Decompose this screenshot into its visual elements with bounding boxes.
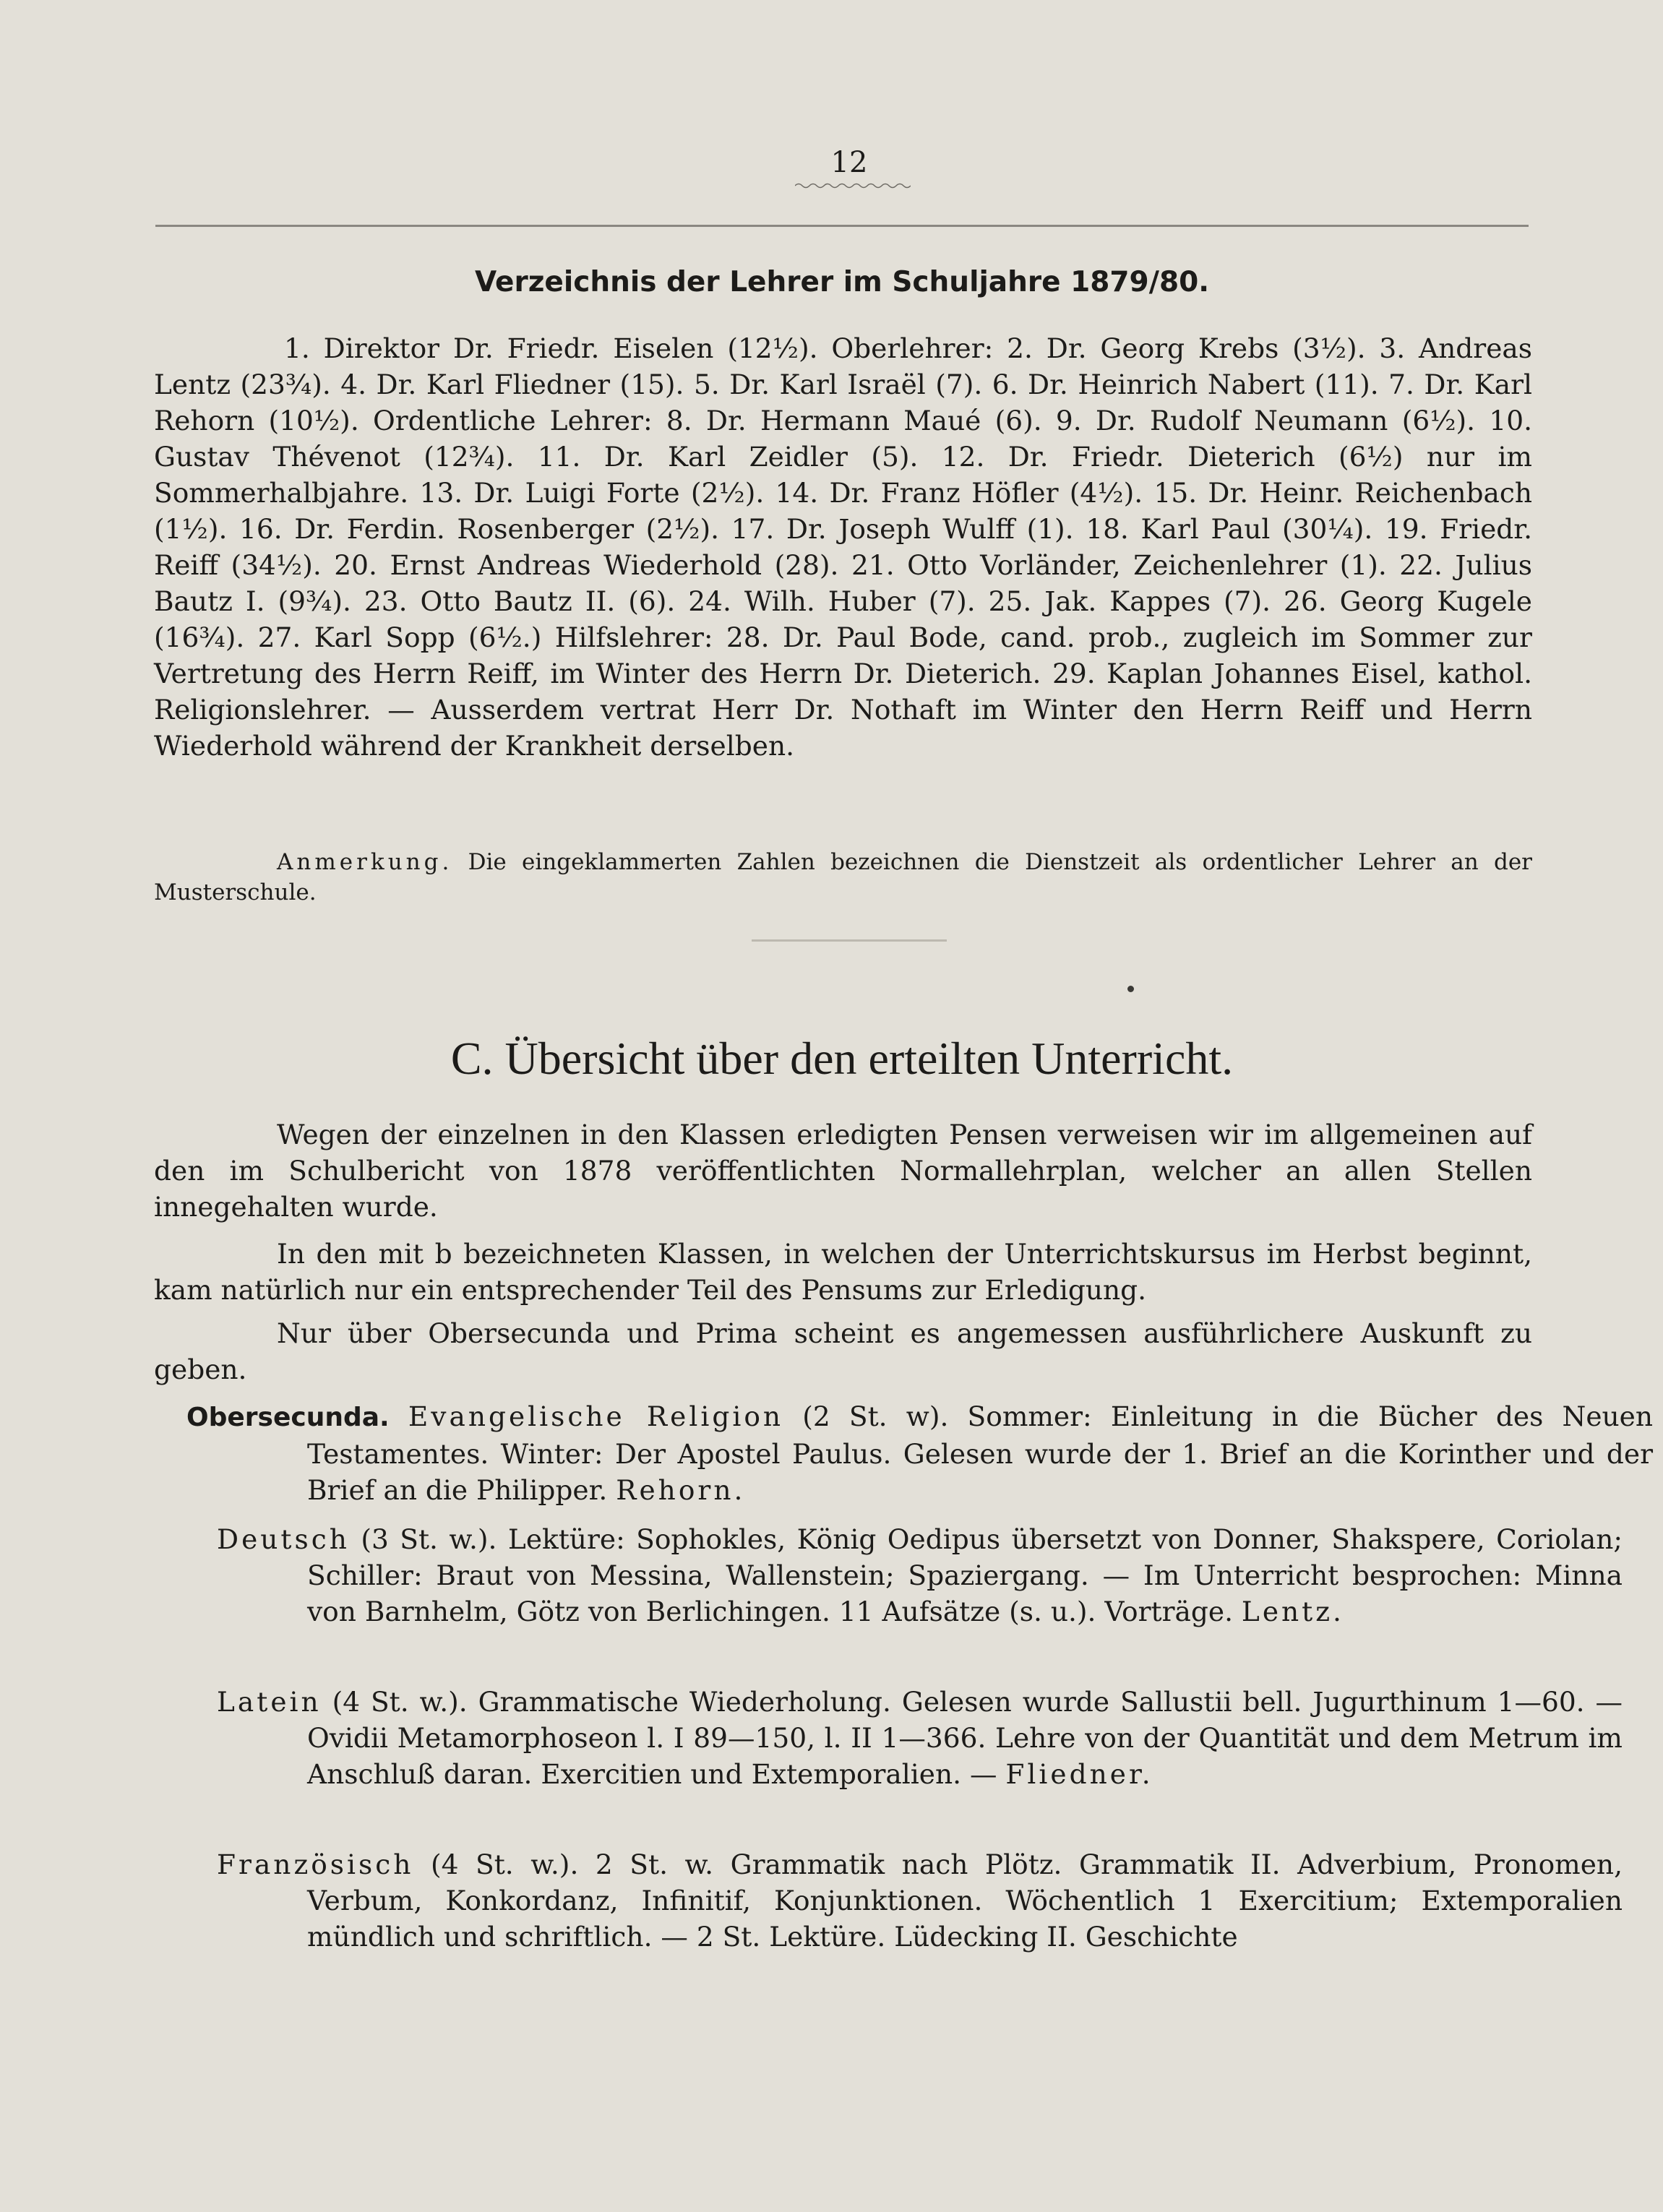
subject-latein: Latein (217, 1686, 322, 1718)
intro-paragraph-1: Wegen der einzelnen in den Klassen erledigten Pensen verweisen wir im allgemeinen auf den im Schulbericht von 1878 veröffentlichten Normallehrplan, welcher an allen Stellen innegehalten wurde. (154, 1119, 1532, 1223)
page-number-ornament (795, 182, 911, 189)
teachers-heading: Verzeichnis der Lehrer im Schuljahre 1879/80. (474, 266, 1210, 298)
instruction-heading: C. Übersicht über den erteilten Unterricht. (450, 1033, 1234, 1084)
subject-deutsch: Deutsch (217, 1523, 350, 1555)
religion-teacher: Rehorn. (616, 1474, 746, 1506)
note-label: Anmerkung. (277, 849, 453, 875)
section-divider-mark (752, 939, 947, 942)
deutsch-entry (217, 1521, 1623, 1630)
obersecunda-religion-entry (186, 1398, 1653, 1508)
teachers-note (154, 847, 1532, 908)
page-number: 12 (830, 146, 868, 179)
franzoesisch-text: (4 St. w.). 2 St. w. Grammatik nach Plötz. Grammatik II. Adverbium, Pronomen, Verbum, Konkordanz, Infinitif, Konjunktionen. Wöchentlich 1 Exercitium; Extemporalien mündlich und schriftlich. — 2 St. Lektüre. Lüdecking II. Geschichte (307, 1849, 1623, 1953)
subject-franzoesisch: Französisch (217, 1849, 414, 1880)
religion-text: (2 St. w). Sommer: Einleitung in die Bücher des Neuen Testamentes. Winter: Der Apostel Paulus. Gelesen wurde der 1. Brief an die Korinther und der Brief an die Philipper. (307, 1400, 1654, 1506)
header-rule (155, 225, 1529, 227)
deutsch-teacher: Lentz. (1241, 1596, 1344, 1627)
print-speck (1127, 986, 1134, 992)
franzoesisch-entry (217, 1846, 1623, 1955)
teachers-list: 1. Direktor Dr. Friedr. Eiselen (12½). Oberlehrer: 2. Dr. Georg Krebs (3½). 3. Andreas Lentz (23¾). 4. Dr. Karl Fliedner (15). 5. Dr. Karl Israël (7). 6. Dr. Heinrich Nabert (11). 7. Dr. Karl Rehorn (10½). Ordentliche Lehrer: 8. Dr. Hermann Maué (6). 9. Dr. Rudolf Neumann (6½). 10. Gustav Thévenot (12¾). 11. Dr. Karl Zeidler (5). 12. Dr. Friedr. Dieterich (6½) nur im Sommerhalbjahre. 13. Dr. Luigi Forte (2½). 14. Dr. Franz Höfler (4½). 15. Dr. Heinr. Reichenbach (1½). 16. Dr. Ferdin. Rosenberger (2½). 17. Dr. Joseph Wulff (1). 18. Karl Paul (30¼). 19. Friedr. Reiff (34½). 20. Ernst Andreas Wiederhold (28). 21. Otto Vorländer, Zeichenlehrer (1). 22. Julius Bautz I. (9¾). 23. Otto Bautz II. (6). 24. Wilh. Huber (7). 25. Jak. Kappes (7). 26. Georg Kugele (16¾). 27. Karl Sopp (6½.) Hilfslehrer: 28. Dr. Paul Bode, cand. prob., zugleich im Sommer zur Vertretung des Herrn Reiff, im Winter des Herrn Dr. Dieterich. 29. Kaplan Johannes Eisel, kathol. Religionslehrer. — Ausserdem vertrat Herr Dr. Nothaft im Winter den Herrn Reiff und Herrn Wiederhold während der Krankheit derselben. (154, 332, 1532, 762)
latein-text: (4 St. w.). Grammatische Wiederholung. Gelesen wurde Sallustii bell. Jugurthinum 1—60. — Ovidii Metamorphoseon l. I 89—150, l. II 1—366. Lehre von der Quantität und dem Metrum im Anschluß daran. Exercitien und Extemporalien. — (307, 1686, 1623, 1790)
intro-paragraph-3: Nur über Obersecunda und Prima scheint es angemessen ausführlichere Auskunft zu geben. (154, 1317, 1532, 1385)
note-text: Die eingeklammerten Zahlen bezeichnen die Dienstzeit als ordentlicher Lehrer an der Musterschule. (154, 849, 1533, 905)
deutsch-text: (3 St. w.). Lektüre: Sophokles, König Oedipus übersetzt von Donner, Shakspere, Coriolan; Schiller: Braut von Messina, Wallenstein; Spaziergang. — Im Unterricht besprochen: Minna von Barnhelm, Götz von Berlichingen. 11 Aufsätze (s. u.). Vorträge. (307, 1523, 1623, 1627)
subject-religion: Evangelische Religion (408, 1400, 784, 1432)
latein-teacher: Fliedner. (1005, 1758, 1153, 1790)
latein-entry (217, 1684, 1623, 1792)
intro-paragraph-2: In den mit b bezeichneten Klassen, in welchen der Unterrichtskursus im Herbst beginnt, kam natürlich nur ein entsprechender Teil des Pensums zur Erledigung. (154, 1238, 1532, 1306)
class-label-obersecunda: Obersecunda. (186, 1403, 390, 1432)
